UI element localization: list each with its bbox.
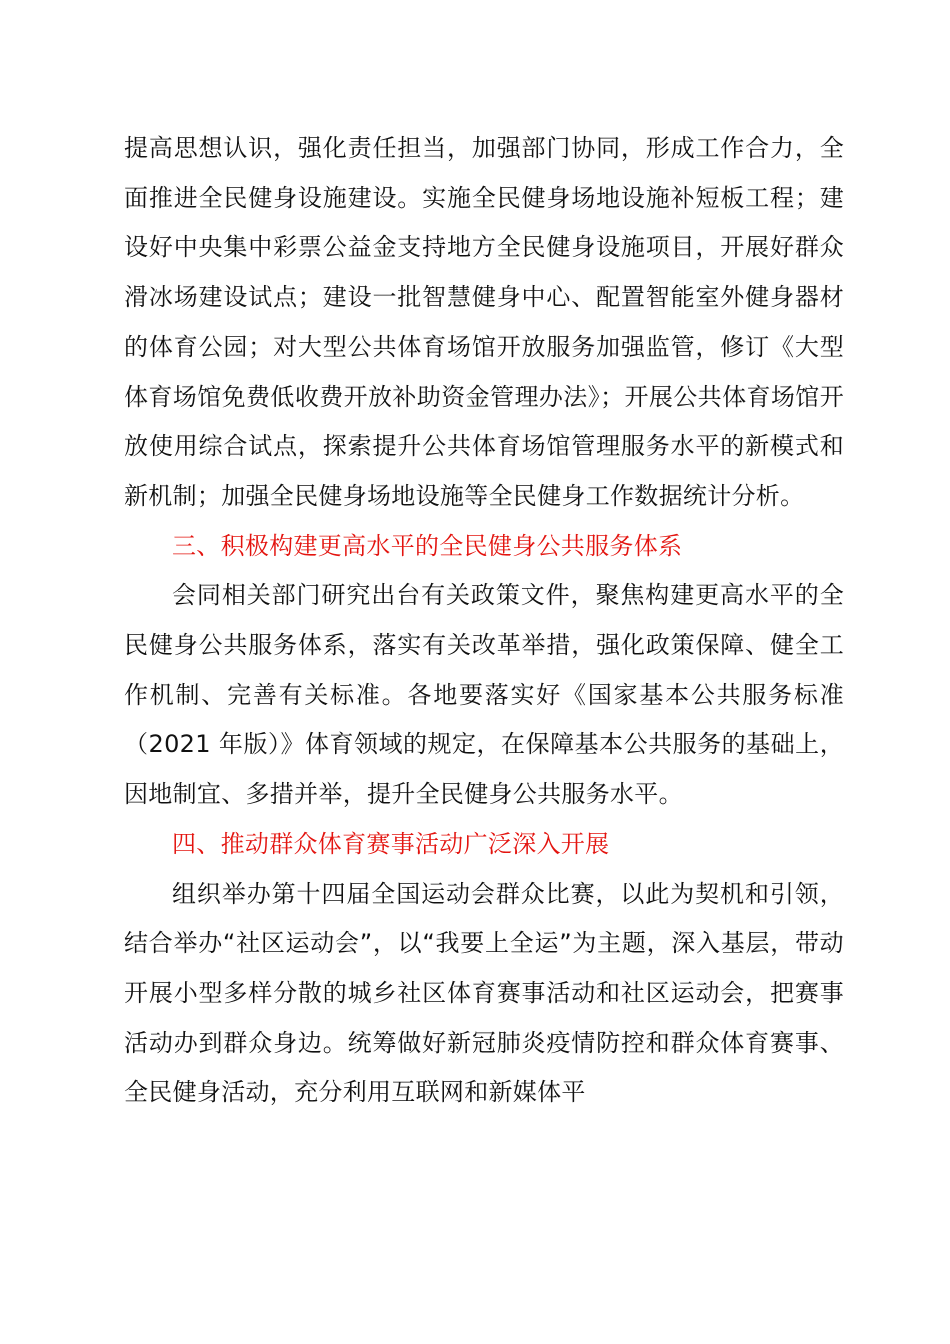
section-heading-4: 四、推动群众体育赛事活动广泛深入开展 — [172, 829, 610, 858]
document-body — [124, 124, 844, 1118]
section-heading-3: 三、积极构建更高水平的全民健身公共服务体系 — [172, 531, 683, 560]
paragraph-events: 组织举办第十四届全国运动会群众比赛，以此为契机和引领，结合举办“社区运动会”，以“我要上全运”为主题，深入基层，带动开展小型多样分散的城乡社区体育赛事活动和社区运动会，把赛事活动办到群众身边。统筹做好新冠肺炎疫情防控和群众体育赛事、全民健身活动，充分利用互联网和新媒体平 — [124, 879, 844, 1107]
paragraph-facilities: 提高思想认识，强化责任担当，加强部门协同，形成工作合力，全面推进全民健身设施建设。实施全民健身场地设施补短板工程；建设好中央集中彩票公益金支持地方全民健身设施项目，开展好群众滑冰场建设试点；建设一批智慧健身中心、配置智能室外健身器材的体育公园；对大型公共体育场馆开放服务加强监管，修订《大型体育场馆免费低收费开放补助资金管理办法》；开展公共体育场馆开放使用综合试点，探索提升公共体育场馆管理服务水平的新模式和新机制；加强全民健身场地设施等全民健身工作数据统计分析。 — [124, 134, 844, 510]
paragraph-public-service: 会同相关部门研究出台有关政策文件，聚焦构建更高水平的全民健身公共服务体系，落实有关改革举措，强化政策保障、健全工作机制、完善有关标准。各地要落实好《国家基本公共服务标准（2021 年版）》体育领域的规定，在保障基本公共服务的基础上，因地制宜、多措并举，提升全民健身公共服务水平。 — [124, 581, 844, 809]
